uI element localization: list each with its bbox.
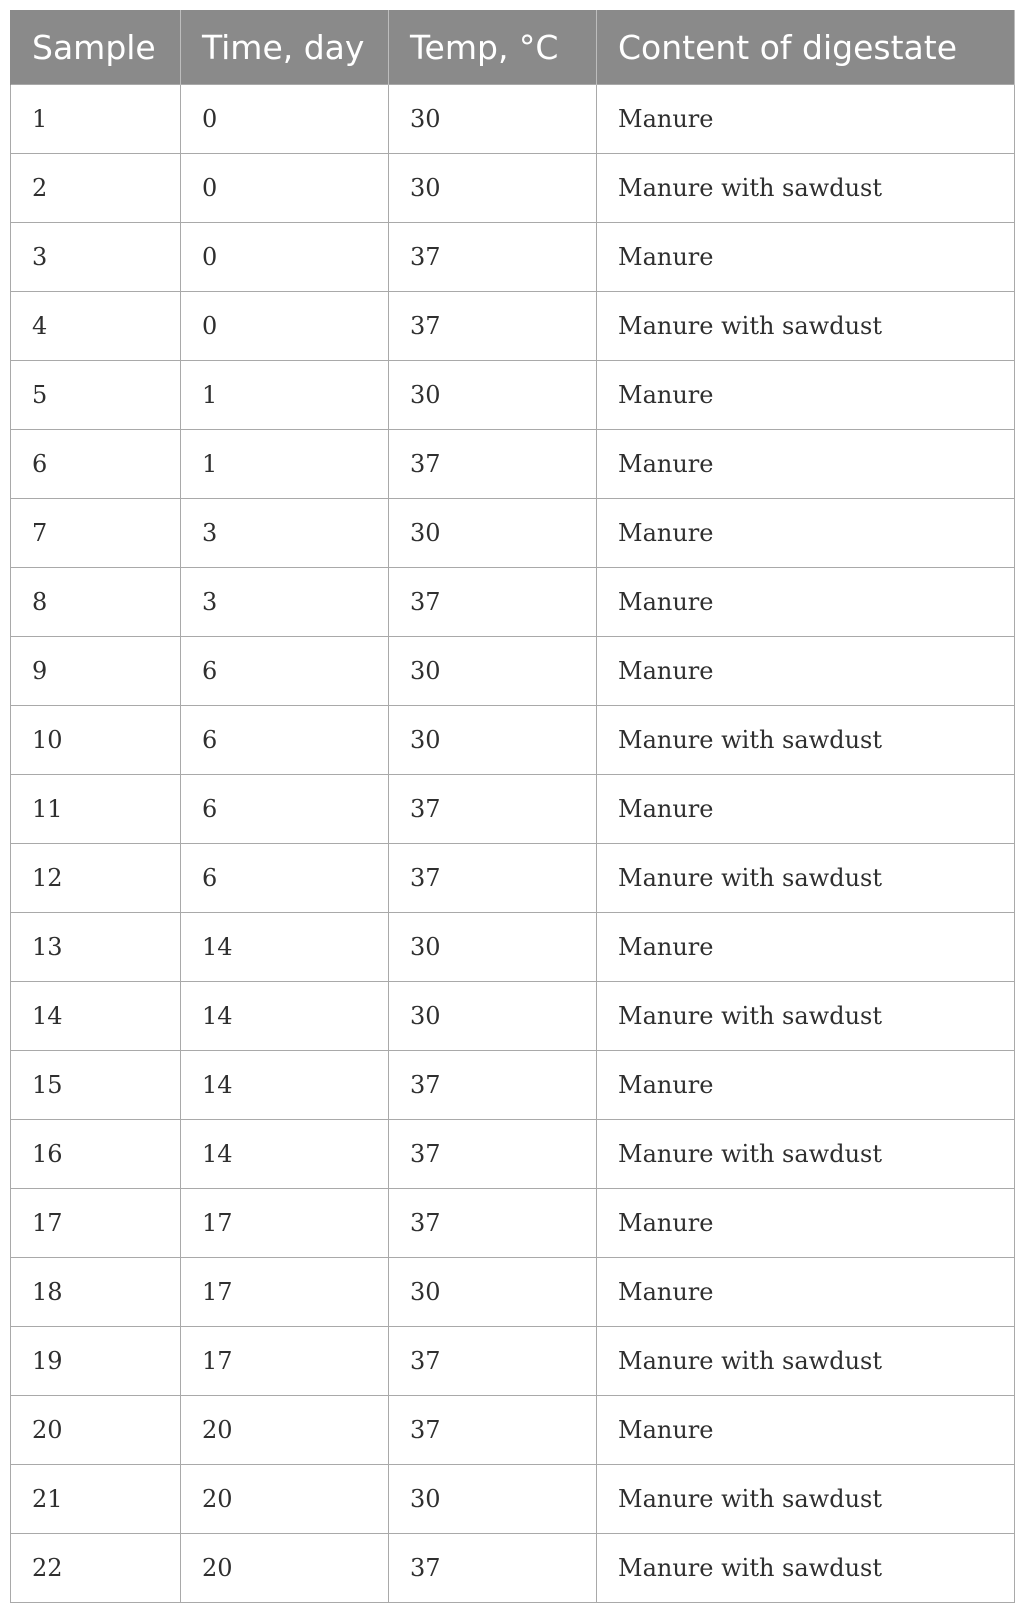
cell-time-day: 0 (181, 223, 389, 292)
cell-sample: 1 (11, 85, 181, 154)
cell-time-day: 6 (181, 844, 389, 913)
table-row (11, 85, 1015, 154)
cell-temp: 37 (389, 223, 597, 292)
cell-time-day: 6 (181, 637, 389, 706)
cell-content: Manure with sawdust (597, 292, 1015, 361)
cell-time-day: 0 (181, 85, 389, 154)
table-row (11, 568, 1015, 637)
cell-sample: 19 (11, 1327, 181, 1396)
cell-content: Manure with sawdust (597, 706, 1015, 775)
cell-sample: 20 (11, 1396, 181, 1465)
cell-sample: 5 (11, 361, 181, 430)
header-sample: Sample (11, 10, 181, 85)
table-row (11, 1327, 1015, 1396)
cell-content: Manure with sawdust (597, 154, 1015, 223)
samples-table-container (10, 10, 1014, 1603)
cell-content: Manure (597, 1189, 1015, 1258)
header-content-of-digestate: Content of digestate (597, 10, 1015, 85)
cell-temp: 30 (389, 982, 597, 1051)
cell-content: Manure (597, 85, 1015, 154)
cell-content: Manure with sawdust (597, 844, 1015, 913)
cell-sample: 15 (11, 1051, 181, 1120)
cell-temp: 30 (389, 1465, 597, 1534)
cell-temp: 37 (389, 844, 597, 913)
cell-content: Manure (597, 568, 1015, 637)
cell-sample: 3 (11, 223, 181, 292)
table-row (11, 982, 1015, 1051)
cell-temp: 30 (389, 361, 597, 430)
cell-temp: 30 (389, 154, 597, 223)
table-row (11, 1465, 1015, 1534)
cell-content: Manure (597, 775, 1015, 844)
table-row (11, 154, 1015, 223)
cell-sample: 14 (11, 982, 181, 1051)
table-row (11, 1534, 1015, 1603)
cell-content: Manure with sawdust (597, 982, 1015, 1051)
cell-time-day: 14 (181, 913, 389, 982)
cell-temp: 37 (389, 1189, 597, 1258)
cell-time-day: 17 (181, 1258, 389, 1327)
table-row (11, 637, 1015, 706)
cell-time-day: 3 (181, 499, 389, 568)
cell-temp: 37 (389, 775, 597, 844)
cell-temp: 37 (389, 1534, 597, 1603)
table-row (11, 775, 1015, 844)
cell-sample: 6 (11, 430, 181, 499)
table-row (11, 292, 1015, 361)
cell-time-day: 20 (181, 1465, 389, 1534)
cell-content: Manure (597, 361, 1015, 430)
table-header (11, 10, 1015, 85)
cell-sample: 10 (11, 706, 181, 775)
cell-sample: 12 (11, 844, 181, 913)
cell-temp: 37 (389, 1120, 597, 1189)
cell-time-day: 20 (181, 1396, 389, 1465)
cell-sample: 7 (11, 499, 181, 568)
cell-content: Manure (597, 1258, 1015, 1327)
table-row (11, 430, 1015, 499)
samples-table (10, 10, 1015, 1603)
cell-sample: 18 (11, 1258, 181, 1327)
cell-temp: 30 (389, 637, 597, 706)
cell-sample: 13 (11, 913, 181, 982)
header-row (11, 10, 1015, 85)
table-row (11, 223, 1015, 292)
cell-content: Manure with sawdust (597, 1120, 1015, 1189)
cell-time-day: 6 (181, 706, 389, 775)
cell-sample: 21 (11, 1465, 181, 1534)
cell-content: Manure (597, 1051, 1015, 1120)
cell-time-day: 1 (181, 361, 389, 430)
cell-sample: 8 (11, 568, 181, 637)
cell-sample: 9 (11, 637, 181, 706)
cell-temp: 30 (389, 499, 597, 568)
cell-sample: 2 (11, 154, 181, 223)
cell-time-day: 3 (181, 568, 389, 637)
table-row (11, 1396, 1015, 1465)
header-temp: Temp, °C (389, 10, 597, 85)
cell-content: Manure (597, 637, 1015, 706)
cell-content: Manure with sawdust (597, 1327, 1015, 1396)
table-row (11, 706, 1015, 775)
cell-content: Manure (597, 223, 1015, 292)
cell-time-day: 0 (181, 292, 389, 361)
cell-sample: 17 (11, 1189, 181, 1258)
cell-time-day: 17 (181, 1327, 389, 1396)
table-row (11, 1258, 1015, 1327)
cell-content: Manure (597, 913, 1015, 982)
header-time-day: Time, day (181, 10, 389, 85)
cell-temp: 30 (389, 706, 597, 775)
cell-sample: 11 (11, 775, 181, 844)
cell-temp: 37 (389, 292, 597, 361)
cell-time-day: 14 (181, 982, 389, 1051)
table-row (11, 844, 1015, 913)
table-row (11, 913, 1015, 982)
cell-time-day: 14 (181, 1120, 389, 1189)
cell-temp: 30 (389, 85, 597, 154)
cell-sample: 4 (11, 292, 181, 361)
table-row (11, 1051, 1015, 1120)
table-row (11, 499, 1015, 568)
cell-content: Manure (597, 1396, 1015, 1465)
table-body (11, 85, 1015, 1603)
cell-temp: 37 (389, 1051, 597, 1120)
cell-time-day: 0 (181, 154, 389, 223)
cell-time-day: 1 (181, 430, 389, 499)
cell-time-day: 17 (181, 1189, 389, 1258)
cell-temp: 37 (389, 1396, 597, 1465)
cell-sample: 22 (11, 1534, 181, 1603)
cell-content: Manure with sawdust (597, 1534, 1015, 1603)
cell-temp: 37 (389, 1327, 597, 1396)
cell-time-day: 14 (181, 1051, 389, 1120)
cell-sample: 16 (11, 1120, 181, 1189)
table-row (11, 1189, 1015, 1258)
table-row (11, 1120, 1015, 1189)
cell-content: Manure (597, 430, 1015, 499)
cell-content: Manure with sawdust (597, 1465, 1015, 1534)
table-row (11, 361, 1015, 430)
cell-temp: 37 (389, 568, 597, 637)
cell-temp: 37 (389, 430, 597, 499)
cell-time-day: 6 (181, 775, 389, 844)
cell-content: Manure (597, 499, 1015, 568)
cell-time-day: 20 (181, 1534, 389, 1603)
cell-temp: 30 (389, 1258, 597, 1327)
cell-temp: 30 (389, 913, 597, 982)
